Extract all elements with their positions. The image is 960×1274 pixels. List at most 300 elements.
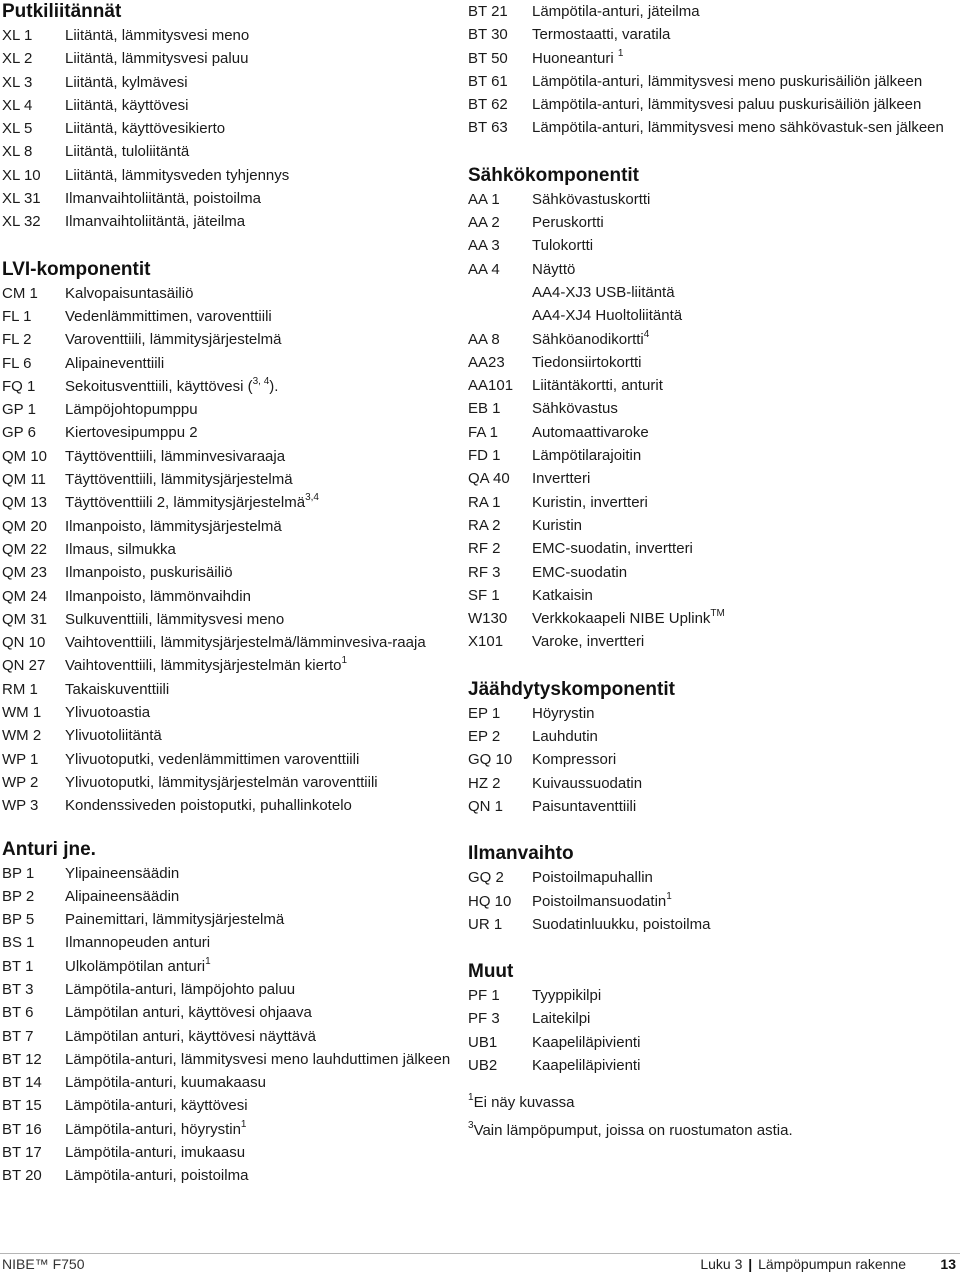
list-item <box>2 515 452 538</box>
footnote-1-marker: 1 <box>468 1092 474 1104</box>
footer-brand: NIBE™ F750 <box>2 1256 85 1272</box>
list-item <box>468 93 948 116</box>
description-text: Ilmanpoisto, lämmitysjärjestelmä <box>65 517 282 535</box>
list-item <box>468 467 948 490</box>
component-description <box>532 514 948 537</box>
list-item <box>2 398 452 421</box>
description-text: Ilmaus, silmukka <box>65 540 176 558</box>
component-description <box>65 771 452 794</box>
list-item <box>2 375 452 398</box>
component-description <box>65 908 452 931</box>
component-code: PF 1 <box>468 987 500 1005</box>
list-lvi-komponentit <box>2 282 452 818</box>
list-item <box>468 866 948 889</box>
description-text: EMC-suodatin <box>532 563 628 581</box>
list-item <box>2 1048 452 1071</box>
description-text: Liitäntä, käyttövesikierto <box>65 120 226 138</box>
component-code: BT 1 <box>2 957 34 975</box>
component-description <box>532 584 948 607</box>
list-item <box>468 772 948 795</box>
list-item <box>468 795 948 818</box>
footnote-ref: 1 <box>666 890 672 902</box>
description-text: Termostaatti, varatila <box>532 26 671 44</box>
description-text: Lämpötila-anturi, lämmitysvesi meno sähkövastuk-sen jälkeen <box>532 119 944 137</box>
list-item <box>2 282 452 305</box>
description-text: Kuristin, invertteri <box>532 493 648 511</box>
list-item <box>468 258 948 281</box>
component-description <box>532 630 948 653</box>
component-description <box>65 328 452 351</box>
component-code: BP 1 <box>2 864 35 882</box>
component-code: QA 40 <box>468 470 510 488</box>
list-item <box>2 978 452 1001</box>
component-description <box>532 281 948 304</box>
component-code: XL 1 <box>2 27 33 44</box>
description-text: Lämpötila-anturi, poistoilma <box>65 1167 249 1185</box>
list-item <box>2 955 452 978</box>
component-code: BT 20 <box>2 1167 42 1185</box>
list-item <box>468 47 948 70</box>
component-code: BT 12 <box>2 1050 42 1068</box>
description-text: Lämpötila-anturi, lämmitysvesi paluu puskurisäiliön jälkeen <box>532 96 922 114</box>
list-item <box>468 374 948 397</box>
list-item <box>2 305 452 328</box>
component-code: BT 62 <box>468 96 508 114</box>
component-description <box>532 913 948 936</box>
description-text: Invertteri <box>532 470 591 488</box>
description-text: Ylivuotoputki, lämmitysjärjestelmän varoventtiili <box>65 773 378 791</box>
list-item <box>468 397 948 420</box>
description-text: Vaihtoventtiili, lämmitysjärjestelmä/lämminvesiva-raaja <box>65 634 426 652</box>
list-jaahdytyskomponentit <box>468 702 948 818</box>
section-title-ilmanvaihto: Ilmanvaihto <box>468 843 574 865</box>
component-description <box>65 1118 452 1141</box>
component-description <box>65 305 452 328</box>
list-item <box>2 328 452 351</box>
component-code: XL 32 <box>2 213 41 231</box>
list-item <box>2 117 452 140</box>
list-item <box>2 538 452 561</box>
component-description <box>65 608 452 631</box>
list-item <box>468 188 948 211</box>
component-description <box>65 352 452 375</box>
list-item <box>468 1031 948 1054</box>
component-code: QN 27 <box>2 657 46 675</box>
description-text: Liitäntä, kylmävesi <box>65 73 188 91</box>
description-text: Sähköanodikortti <box>532 330 644 348</box>
footnote-3-marker: 3 <box>468 1120 474 1132</box>
component-code: FA 1 <box>468 423 499 441</box>
component-code: BT 7 <box>2 1027 34 1045</box>
component-description <box>65 931 452 954</box>
footnote-ref: 4 <box>643 328 650 340</box>
description-text: Kuivaussuodatin <box>532 774 643 792</box>
description-text: Lauhdutin <box>532 728 598 746</box>
component-description <box>532 116 948 139</box>
list-item <box>2 1025 452 1048</box>
footnote-ref: 1 <box>617 47 624 59</box>
component-description <box>65 164 452 187</box>
description-text: Kiertovesipumppu 2 <box>65 424 198 442</box>
footnote-3-text: Vain lämpöpumput, joissa on ruostumaton astia. <box>473 1122 793 1140</box>
list-anturi <box>2 862 452 1188</box>
description-text: Alipaineventtiili <box>65 354 165 372</box>
list-putkiliitannat <box>2 24 452 234</box>
list-item <box>468 491 948 514</box>
component-code: RF 3 <box>468 563 501 581</box>
list-item <box>468 0 948 23</box>
component-description <box>532 1054 948 1077</box>
list-item <box>468 1007 948 1030</box>
description-text: Lämpötila-anturi, imukaasu <box>65 1144 246 1162</box>
list-item <box>2 1164 452 1187</box>
component-code: FL 1 <box>2 307 32 325</box>
list-item <box>468 421 948 444</box>
component-code: AA 2 <box>468 214 500 232</box>
list-item <box>2 654 452 677</box>
component-description <box>532 607 948 630</box>
description-text: Höyrystin <box>532 704 595 722</box>
component-code: RA 1 <box>468 493 501 511</box>
description-text: Täyttöventtiili, lämmitysjärjestelmä <box>65 471 293 489</box>
component-description <box>65 1001 452 1024</box>
component-code: WP 3 <box>2 797 39 815</box>
list-item <box>468 725 948 748</box>
component-description <box>65 1048 452 1071</box>
list-item <box>2 47 452 70</box>
description-text: Suodatinluukku, poistoilma <box>532 915 711 933</box>
component-code: BT 50 <box>468 49 508 67</box>
description-text: Ulkolämpötilan anturi <box>65 957 206 975</box>
component-code: SF 1 <box>468 586 500 604</box>
component-code: AA 4 <box>468 260 500 278</box>
component-code: QM 10 <box>2 447 48 465</box>
list-item <box>2 908 452 931</box>
list-item <box>2 794 452 817</box>
description-text: Liitäntä, tuloliitäntä <box>65 143 190 161</box>
description-text: Liitäntä, lämmitysveden tyhjennys <box>65 166 290 184</box>
component-code: QM 23 <box>2 564 48 582</box>
section-title-lvi-komponentit: LVI-komponentit <box>2 258 151 280</box>
component-description <box>65 885 452 908</box>
description-text: Kaapeliläpivienti <box>532 1056 641 1074</box>
list-item <box>468 630 948 653</box>
description-text: Liitäntä, lämmitysvesi paluu <box>65 50 249 68</box>
component-code: XL 8 <box>2 143 33 161</box>
description-text: Automaattivaroke <box>532 423 649 441</box>
list-item <box>2 94 452 117</box>
description-text: Kaapeliläpivienti <box>532 1033 641 1051</box>
component-description <box>532 351 948 374</box>
list-item <box>468 234 948 257</box>
component-description <box>532 491 948 514</box>
component-code <box>468 304 532 327</box>
list-item <box>2 771 452 794</box>
list-item <box>468 607 948 630</box>
component-description <box>532 211 948 234</box>
component-code: BT 63 <box>468 119 508 137</box>
component-code: BT 16 <box>2 1120 42 1138</box>
description-text: Vaihtoventtiili, lämmitysjärjestelmän kierto <box>65 657 342 675</box>
component-description <box>65 187 452 210</box>
list-item <box>2 561 452 584</box>
description-text: Lämpötila-anturi, lämpöjohto paluu <box>65 980 296 998</box>
description-text: Paisuntaventtiili <box>532 797 637 815</box>
component-code: BT 21 <box>468 3 508 20</box>
component-code: BT 61 <box>468 72 508 90</box>
component-description <box>532 866 948 889</box>
component-description <box>65 282 452 305</box>
description-text: Vedenlämmittimen, varoventtiili <box>65 307 272 325</box>
list-item <box>2 678 452 701</box>
description-text: Laitekilpi <box>532 1010 591 1028</box>
component-description <box>65 71 452 94</box>
component-description <box>65 24 452 47</box>
footnote-ref: 3, 4 <box>252 375 270 387</box>
description-text: Varoke, invertteri <box>532 633 645 651</box>
component-description <box>65 210 452 233</box>
list-item <box>468 23 948 46</box>
component-code: XL 5 <box>2 120 33 138</box>
component-code: QN 10 <box>2 634 46 652</box>
component-description <box>65 701 452 724</box>
component-code: AA101 <box>468 377 514 395</box>
page-footer <box>0 1253 960 1273</box>
footnote-1 <box>468 1091 948 1115</box>
footer-chapter <box>700 1255 906 1274</box>
component-code: AA23 <box>468 353 505 371</box>
list-item <box>2 1141 452 1164</box>
description-text: Huoneanturi <box>532 49 618 67</box>
list-item <box>468 351 948 374</box>
component-description <box>532 984 948 1007</box>
list-item <box>468 70 948 93</box>
component-code: W130 <box>468 610 508 628</box>
section-title-putkiliitannat: Putkiliitännät <box>2 1 122 22</box>
component-code: XL 4 <box>2 96 33 114</box>
description-text: EMC-suodatin, invertteri <box>532 540 693 558</box>
component-code: QM 20 <box>2 517 48 535</box>
component-code: XL 31 <box>2 190 41 208</box>
component-code: HZ 2 <box>468 774 501 792</box>
list-item <box>2 585 452 608</box>
list-anturi-continued <box>468 0 948 140</box>
list-item <box>468 537 948 560</box>
list-item <box>2 421 452 444</box>
description-text: Lämpötila-anturi, lämmitysvesi meno lauhduttimen jälkeen <box>65 1050 451 1068</box>
component-code: EB 1 <box>468 400 501 418</box>
description-text: Ylivuotoliitäntä <box>65 727 162 745</box>
component-description <box>532 537 948 560</box>
list-item <box>468 702 948 725</box>
component-description <box>532 70 948 93</box>
list-item <box>2 1094 452 1117</box>
description-text: Ylivuotoputki, vedenlämmittimen varoventtiili <box>65 750 360 768</box>
list-item <box>2 24 452 47</box>
list-item <box>468 211 948 234</box>
description-text: AA4-XJ3 USB-liitäntä <box>532 283 675 301</box>
component-description <box>65 654 452 677</box>
component-code: QM 31 <box>2 610 48 628</box>
component-code: BP 2 <box>2 887 35 905</box>
component-code: FQ 1 <box>2 377 36 395</box>
component-code: BT 6 <box>2 1004 34 1022</box>
component-code: CM 1 <box>2 284 38 302</box>
component-description <box>532 467 948 490</box>
component-code: FL 6 <box>2 354 32 372</box>
component-code: QM 13 <box>2 494 48 512</box>
component-code: QN 1 <box>468 797 504 815</box>
list-item <box>468 1054 948 1077</box>
component-code: GP 6 <box>2 424 36 442</box>
description-text: Kondenssiveden poistoputki, puhallinkotelo <box>65 797 352 815</box>
description-text: Varoventtiili, lämmitysjärjestelmä <box>65 331 282 349</box>
component-description <box>65 398 452 421</box>
component-code: UR 1 <box>468 915 503 933</box>
footnote-ref: 3,4 <box>305 492 319 504</box>
footer-separator: | <box>748 1256 753 1272</box>
component-code: EP 2 <box>468 728 501 746</box>
description-text: Kompressori <box>532 751 617 769</box>
footnote-ref: TM <box>710 608 725 620</box>
page-number: 13 <box>940 1256 956 1272</box>
component-description <box>65 375 452 398</box>
component-code: WP 1 <box>2 750 39 768</box>
left-column <box>2 0 452 1188</box>
component-description <box>532 397 948 420</box>
description-text: Verkkokaapeli NIBE Uplink <box>532 610 711 628</box>
component-code: X101 <box>468 633 504 651</box>
component-code: UB2 <box>468 1056 498 1074</box>
component-description <box>532 0 948 23</box>
description-text: Ilmannopeuden anturi <box>65 934 211 952</box>
list-item <box>468 328 948 351</box>
component-code: QM 22 <box>2 540 48 558</box>
footnote-ref: 1 <box>205 955 211 967</box>
component-code: BT 30 <box>468 26 508 44</box>
component-description <box>532 374 948 397</box>
component-code: BT 3 <box>2 980 34 998</box>
description-text: Lämpötila-anturi, jäteilma <box>532 3 700 20</box>
description-text: AA4-XJ4 Huoltoliitäntä <box>532 307 683 325</box>
component-description <box>532 258 948 281</box>
description-text: Lämpötila-anturi, kuumakaasu <box>65 1074 266 1092</box>
list-item <box>2 210 452 233</box>
component-code: FL 2 <box>2 331 32 349</box>
list-item <box>468 748 948 771</box>
component-description <box>532 561 948 584</box>
description-text: Tulokortti <box>532 237 594 255</box>
component-description <box>65 978 452 1001</box>
component-description <box>532 328 948 351</box>
description-text: Painemittari, lämmitysjärjestelmä <box>65 911 285 929</box>
list-item <box>2 931 452 954</box>
footnote-1-text: Ei näy kuvassa <box>473 1094 575 1112</box>
description-text: Takaiskuventtiili <box>65 680 170 698</box>
list-item <box>2 140 452 163</box>
component-description <box>532 795 948 818</box>
list-item <box>2 1118 452 1141</box>
list-item <box>2 862 452 885</box>
description-text: Lämpötilan anturi, käyttövesi ohjaava <box>65 1004 312 1022</box>
component-code: BT 14 <box>2 1074 42 1092</box>
component-code: AA 3 <box>468 237 500 255</box>
section-title-sahkokomponentit: Sähkökomponentit <box>468 164 640 186</box>
list-sahkokomponentit <box>468 188 948 654</box>
description-text: Ylipaineensäädin <box>65 864 180 882</box>
component-description <box>65 538 452 561</box>
description-text: Ilmanpoisto, lämmönvaihdin <box>65 587 251 605</box>
list-item <box>468 890 948 913</box>
list-item <box>2 445 452 468</box>
component-code: RA 2 <box>468 516 501 534</box>
component-description <box>532 890 948 913</box>
list-item <box>468 913 948 936</box>
section-title-jaahdytyskomponentit: Jäähdytyskomponentit <box>468 678 675 700</box>
component-code: GQ 10 <box>468 751 513 769</box>
component-description <box>65 794 452 817</box>
list-item <box>468 514 948 537</box>
description-text: Ilmanvaihtoliitäntä, jäteilma <box>65 213 246 231</box>
component-description <box>65 47 452 70</box>
component-description <box>65 468 452 491</box>
component-code: XL 10 <box>2 166 41 184</box>
component-description <box>532 188 948 211</box>
description-text: Lämpötila-anturi, lämmitysvesi meno puskurisäiliön jälkeen <box>532 72 923 90</box>
component-description <box>65 748 452 771</box>
component-description <box>65 140 452 163</box>
component-description <box>65 955 452 978</box>
footnote-ref: 1 <box>240 1118 247 1130</box>
component-description <box>532 304 948 327</box>
list-item <box>2 352 452 375</box>
component-description <box>65 862 452 885</box>
description-text: Katkaisin <box>532 586 593 604</box>
component-code: BS 1 <box>2 934 35 952</box>
component-description <box>532 421 948 444</box>
component-description <box>65 445 452 468</box>
description-text: Sähkövastuskortti <box>532 190 651 208</box>
list-item <box>468 561 948 584</box>
description-tail: ). <box>269 377 279 395</box>
description-text: Lämpötilan anturi, käyttövesi näyttävä <box>65 1027 316 1045</box>
component-code: RF 2 <box>468 540 501 558</box>
list-item <box>2 748 452 771</box>
component-description <box>532 234 948 257</box>
description-text: Poistoilmansuodatin <box>532 892 667 910</box>
description-text: Lämpötilarajoitin <box>532 447 642 465</box>
component-description <box>65 585 452 608</box>
component-description <box>532 444 948 467</box>
component-description <box>532 23 948 46</box>
component-description <box>65 1164 452 1187</box>
list-item <box>468 304 948 327</box>
component-description <box>65 631 452 654</box>
description-text: Tyyppikilpi <box>532 987 602 1005</box>
description-text: Sähkövastus <box>532 400 618 418</box>
description-text: Sekoitusventtiili, käyttövesi ( <box>65 377 253 395</box>
list-item <box>468 116 948 139</box>
component-description <box>65 1025 452 1048</box>
description-text: Ilmanvaihtoliitäntä, poistoilma <box>65 190 261 208</box>
list-item <box>2 1001 452 1024</box>
component-code: BT 15 <box>2 1097 42 1115</box>
component-code: QM 24 <box>2 587 48 605</box>
description-text: Ilmanpoisto, puskurisäiliö <box>65 564 233 582</box>
component-code: BP 5 <box>2 911 35 929</box>
component-code: GQ 2 <box>468 869 504 887</box>
component-description <box>65 1071 452 1094</box>
